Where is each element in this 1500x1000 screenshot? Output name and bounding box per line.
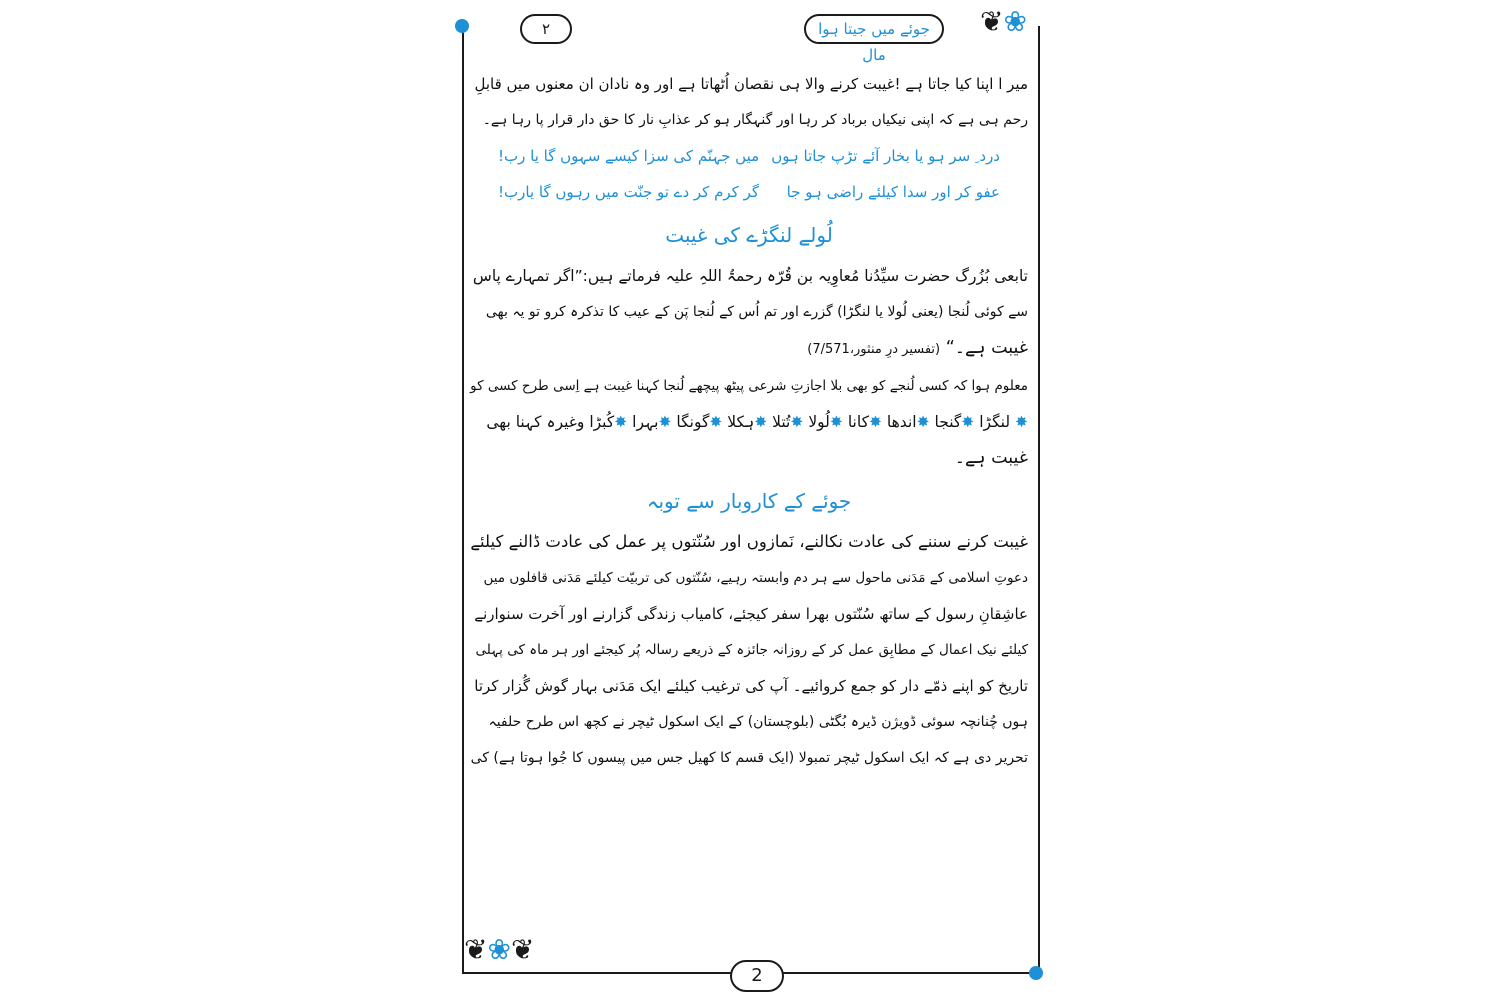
- section-heading: لُولے لنگڑے کی غیبت: [665, 223, 833, 247]
- paragraph-line: [470, 330, 1028, 368]
- poem-hemistich-left: میں جہنّم کی سزا کیسے سہوں گا یا رب!: [498, 147, 760, 165]
- page-content: [470, 66, 1028, 776]
- page-number-footer: 2: [730, 960, 784, 992]
- bottom-left-floral-ornament-icon: ❦❀❦: [464, 933, 535, 966]
- paragraph-line: تاریخ کو اپنے ذمّے دار کو جمع کروائیے۔ آپ کی ترغیب کیلئے ایک مَدَنی بہار گوش گُزار کرتا: [474, 677, 1028, 695]
- list-item: تُتلا: [772, 413, 791, 431]
- asterisk-star-icon: ✸: [868, 413, 882, 431]
- poem-block: [470, 138, 1028, 210]
- bulleted-word-list: [470, 404, 1028, 440]
- paragraph-line: میر ا اپنا کیا جاتا ہے !غیبت کرنے والا ہی نقصان اُٹھاتا ہے اور وہ نادان ان معنوں میں قابلِ: [474, 75, 1028, 93]
- asterisk-star-icon: ✸: [658, 413, 672, 431]
- list-item: بہرا: [632, 413, 659, 431]
- bottom-right-dot-icon: [1029, 966, 1043, 980]
- poem-hemistich-right: درد ِ سر ہو یا بخار آئے تڑپ جاتا ہوں: [771, 147, 1000, 165]
- list-item: کانا: [847, 413, 869, 431]
- paragraph-line: غیبت ہے۔: [954, 448, 1028, 468]
- top-left-dot-icon: [455, 19, 469, 33]
- paragraph-line: کیلئے نیک اعمال کے مطابِق عمل کر کے روزانہ جائزہ کے ذریعے رسالہ پُر کیجئے اور ہر ماہ کی پہلی: [475, 642, 1028, 658]
- list-item: گونگا: [676, 413, 710, 431]
- list-item: اندھا: [886, 413, 917, 431]
- asterisk-star-icon: ✸: [961, 413, 975, 431]
- book-title-header: جوئے میں جیتا ہوا مال: [804, 14, 944, 44]
- paragraph-line: رحم ہی ہے کہ اپنی نیکیاں برباد کر رہا اور گنہگار ہو کر عذابِ نار کا حق دار قرار پا رہا ہے۔: [482, 112, 1028, 128]
- asterisk-star-icon: ✸: [916, 413, 930, 431]
- paragraph-line: دعوتِ اسلامی کے مَدَنی ماحول سے ہر دم وابستہ رہیے، سُنّتوں کی تربیّت کیلئے مَدَنی قافلوں میں: [483, 570, 1028, 586]
- poem-hemistich-right: عفو کر اور سدا کیلئے راضی ہو جا: [786, 183, 1000, 201]
- poem-hemistich-left: گر کرم کر دے تو جنّت میں رہوں گا یارب!: [498, 183, 759, 201]
- paragraph-line: غیبت کرنے سننے کی عادت نکالنے، نَمازوں اور سُنّتوں پر عمل کی عادت ڈالنے کیلئے: [470, 532, 1028, 551]
- paragraph-line: عاشِقانِ رسول کے ساتھ سُنّتوں بھرا سفر کیجئے، کامیاب زندگی گزارنے اور آخرت سنوارنے: [474, 605, 1028, 623]
- section-heading: جوئے کے کاروبار سے توبہ: [646, 489, 852, 513]
- paragraph-line: معلوم ہوا کہ کسی لُنجے کو بھی بلا اجازتِ شرعی پیٹھ پیچھے لُنجا کہنا غیبت ہے اِسی طرح کسی کو: [470, 378, 1028, 394]
- asterisk-star-icon: ✸: [709, 413, 723, 431]
- asterisk-star-icon: ✸: [614, 413, 628, 431]
- paragraph-line: تحریر دی ہے کہ ایک اسکول ٹیچر تمبولا (ایک قسم کا کھیل جس میں پیسوں کا جُوا ہوتا ہے) کی: [470, 750, 1028, 766]
- paragraph-text: غیبت ہے۔“: [945, 338, 1028, 358]
- asterisk-star-icon: ✸: [754, 413, 768, 431]
- page-number-top: ۲: [520, 14, 572, 44]
- paragraph-line: سے کوئی لُنجا (یعنی لُولا یا لنگڑا) گزرے اور تم اُس کے لُنجا پَن کے عیب کا تذکرہ کرو تو یہ بھی: [485, 304, 1028, 320]
- list-item: گنجا: [934, 413, 962, 431]
- asterisk-star-icon: ✸: [829, 413, 843, 431]
- paragraph-line: تابعی بُزُرگ حضرت سیِّدُنا مُعاوِیہ بن قُرّہ رحمۃُ اللہِ علیہ فرماتے ہیں:”اگر تمہارے پاس: [472, 267, 1028, 285]
- list-item: لنگڑا: [979, 413, 1011, 431]
- reference-citation: (تفسیر درِ منثور،7/571): [807, 342, 941, 357]
- list-item: کُبڑا وغیرہ کہنا بھی: [486, 413, 615, 431]
- asterisk-star-icon: ✸: [790, 413, 804, 431]
- poem-verse: [470, 138, 1028, 174]
- top-right-floral-ornament-icon: ❦❀: [980, 5, 1027, 38]
- poem-verse: [470, 174, 1028, 210]
- list-item: ہکلا: [727, 413, 755, 431]
- list-item: لُولا: [808, 413, 830, 431]
- asterisk-star-icon: ✸: [1015, 413, 1028, 431]
- paragraph-line: ہوں چُنانچہ سوئی ڈویژن ڈیرہ بُگٹی (بلوچستان) کے ایک اسکول ٹیچر نے کچھ اس طرح حلفیہ: [488, 714, 1028, 730]
